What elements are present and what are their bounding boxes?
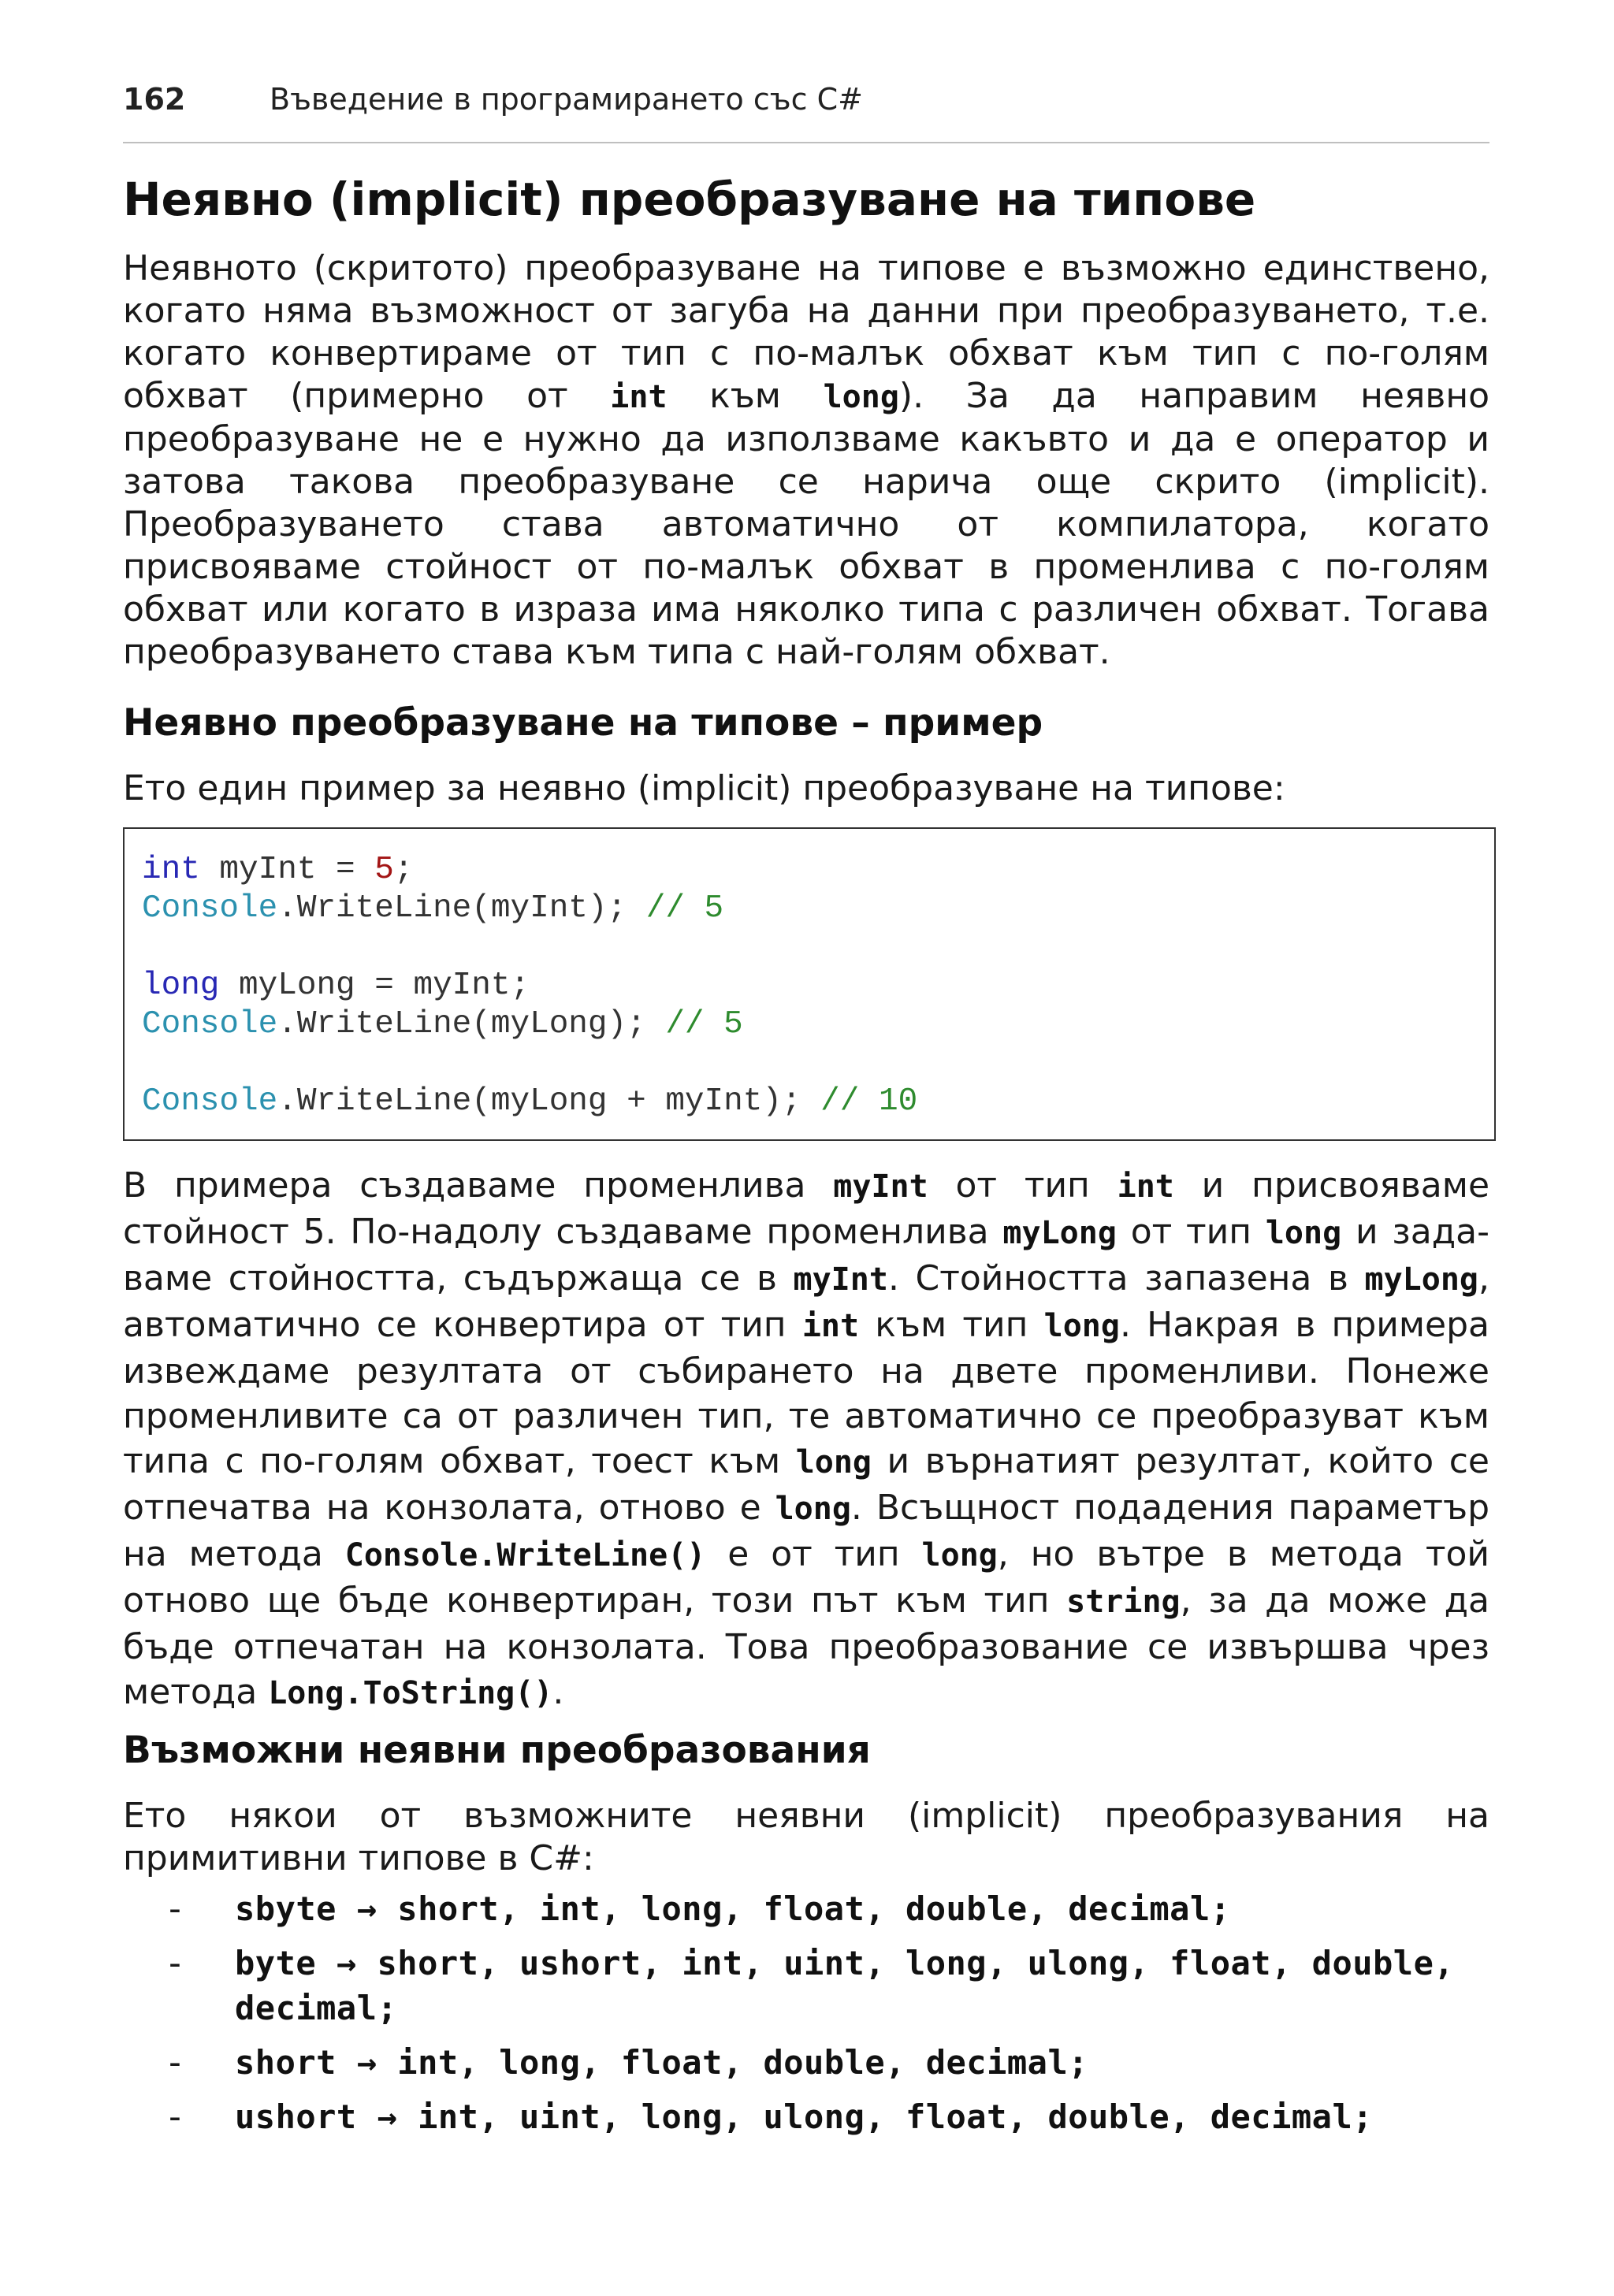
code-line [142, 967, 1494, 1005]
code-line [142, 851, 1494, 890]
code-comment: // 5 [665, 1006, 743, 1042]
code-comment: // 5 [645, 890, 724, 927]
text-run: . Всъщност подадения параметър на метода [123, 1488, 1489, 1574]
code-text: .WriteLine(myLong + myInt); [277, 1083, 821, 1120]
inline-code: string [1066, 1584, 1181, 1620]
code-line [142, 1005, 1494, 1044]
example-intro: Ето един пример за неявно (implicit) преобразуване на типове: [123, 768, 1285, 808]
code-text: myLong = myInt; [219, 968, 530, 1004]
list-item [123, 2040, 1489, 2085]
code-keyword: int [142, 852, 200, 888]
text-run: и присвояваме стойност 5. По-надолу създаваме променлива [123, 1165, 1490, 1252]
list-item [123, 1886, 1489, 1931]
intro-paragraph [123, 247, 1489, 674]
text-run: . Накрая в примера извеждаме резултата от събирането на двете променливи. Понеже променливите са от различен тип, те автоматично се преобразуват към типа с по-голям обхват, тоест към [123, 1305, 1490, 1481]
list-item-text: short → int, long, float, double, decimal; [235, 2043, 1089, 2082]
text-run: В примера създаваме променлива [123, 1165, 834, 1206]
text-run: и върнатият резултат, който се отпечатва на конзолата, отново е [123, 1441, 1489, 1528]
inline-code: long [1043, 1308, 1120, 1344]
text-run: . [552, 1672, 564, 1712]
text-run: ). За да направим неявно преобразуване не е нужно да използваме какъвто и да е оператор и затова такова преобразуване се нарича още скрито (implicit). Преобразуването става автоматично от компилатора, когато присвояваме стойност от по-малък обхват в променлива с по-голям обхват или когато в израза има няколко типа с различен обхват. Тогава преобразуването става към типа с най-голям обхват. [123, 376, 1490, 672]
page-header [123, 82, 1489, 143]
book-title: Въведение в програмирането със C# [270, 82, 863, 117]
text-run: и задаваме стойността, съдържаща се в [123, 1212, 1489, 1298]
text-run: към [667, 376, 824, 416]
inline-code: long [795, 1444, 872, 1481]
text-run: , автоматично се конвертира от тип [123, 1258, 1490, 1345]
text-run: е от тип [705, 1534, 922, 1574]
text-run: от тип [928, 1165, 1118, 1206]
conversions-intro: Ето някои от възможните неявни (implicit) преобразувания на примитивни типове в C#: [123, 1796, 1489, 1878]
code-text: .WriteLine(myInt); [277, 890, 646, 927]
inline-code: long [1265, 1215, 1342, 1251]
inline-code: int [1117, 1168, 1174, 1205]
inline-code: int [801, 1308, 860, 1344]
text-run: от тип [1116, 1212, 1266, 1252]
code-class: Console [142, 1083, 278, 1120]
inline-code: long [921, 1537, 998, 1573]
text-run: , но вътре в метода той отново ще бъде конвертиран, този път към тип [123, 1534, 1489, 1621]
code-text: ; [393, 852, 414, 888]
inline-code: myLong [1364, 1261, 1479, 1298]
inline-code: long [775, 1491, 851, 1527]
page-number: 162 [123, 82, 186, 117]
list-dash: - [169, 1889, 181, 1929]
text-run: Неявното (скритото) преобразуване на типове е възможно единствено, когато няма възможност от загуба на данни при преобразуването, т.е. когато конвертираме от тип с по-малък обхват към тип с по-голям обхват (примерно от [123, 248, 1489, 416]
list-item-text: sbyte → short, int, long, float, double, decimal; [235, 1889, 1231, 1928]
explanation-paragraph [123, 1163, 1489, 1716]
conversions-list [123, 1886, 1489, 2149]
list-item-text: byte → short, ushort, int, uint, long, ulong, float, double, decimal; [235, 1944, 1455, 2027]
code-class: Console [142, 1006, 278, 1042]
code-line [142, 890, 1494, 928]
inline-code: Console.WriteLine() [344, 1537, 706, 1573]
code-example [123, 827, 1496, 1141]
inline-code: myLong [1002, 1215, 1117, 1251]
example-heading: Неявно преобразуване на типове – пример [123, 701, 1043, 745]
inline-code: myInt [793, 1261, 888, 1298]
inline-code: Long.ToString() [268, 1675, 553, 1711]
code-keyword: long [142, 968, 220, 1004]
conversions-heading: Възможни неявни преобразования [123, 1729, 871, 1772]
code-comment: // 10 [820, 1083, 918, 1120]
code-class: Console [142, 890, 278, 927]
text-run: към тип [859, 1305, 1044, 1345]
code-text: .WriteLine(myLong); [277, 1006, 666, 1042]
text-run: , за да може да бъде отпечатан на конзолата. Това преобразование се извършва чрез метода [123, 1581, 1489, 1712]
list-item-text: ushort → int, uint, long, ulong, float, double, decimal; [235, 2097, 1374, 2136]
inline-code: long [823, 379, 899, 415]
inline-code: int [610, 379, 668, 415]
code-line [142, 1083, 1494, 1121]
code-number: 5 [374, 852, 394, 888]
section-title: Неявно (implicit) преобразуване на типове [123, 173, 1256, 226]
inline-code: myInt [833, 1168, 928, 1205]
list-dash: - [169, 2042, 181, 2082]
text-run: . Стойността запазена в [887, 1258, 1365, 1298]
code-text: myInt = [199, 852, 375, 888]
list-item [123, 2094, 1489, 2139]
list-item [123, 1941, 1489, 2030]
list-dash: - [169, 2097, 181, 2137]
list-dash: - [169, 1943, 181, 1983]
